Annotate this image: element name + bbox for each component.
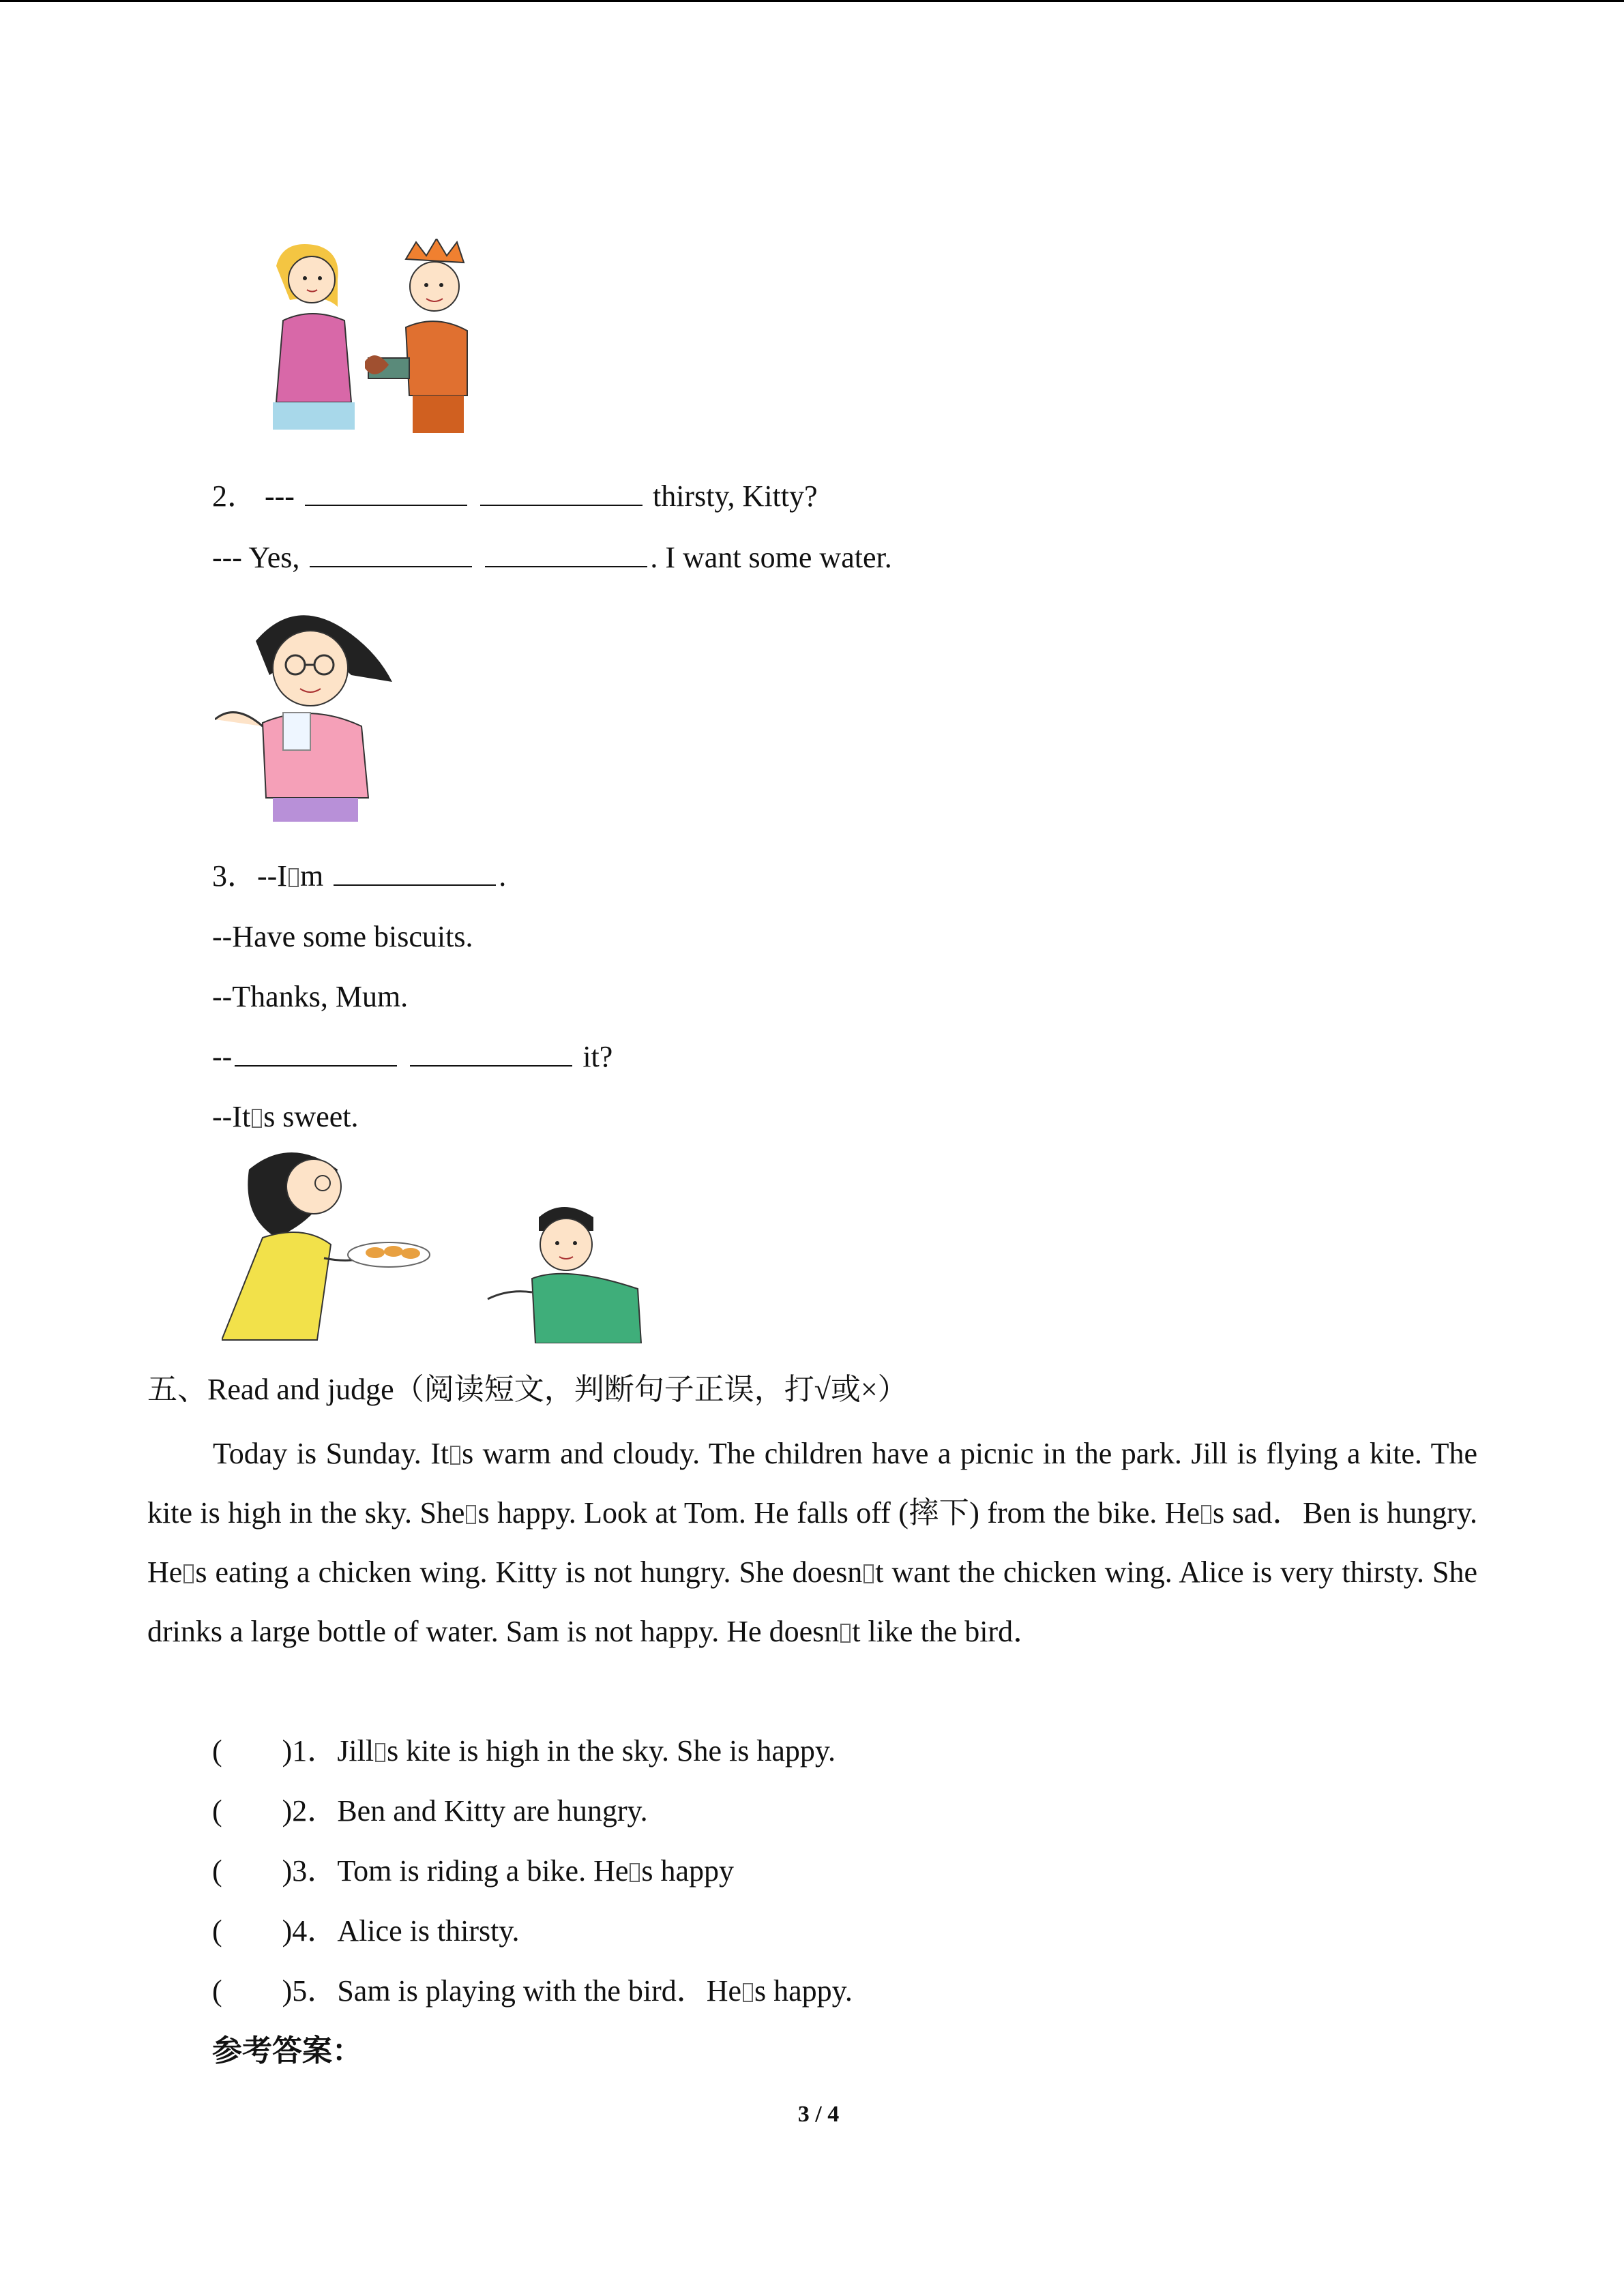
q2-blank-2[interactable]: [480, 477, 643, 506]
q3-blank-3[interactable]: [410, 1038, 572, 1067]
top-border: [0, 0, 1624, 2]
missing-glyph-box: [450, 1446, 460, 1465]
q2-blank-3[interactable]: [310, 539, 472, 567]
q3-line-1: 3．--I m .: [212, 857, 506, 895]
page-number: 3 / 4: [797, 2102, 840, 2127]
judge-item-5[interactable]: ( )5．Sam is playing with the bird．He s happy.: [212, 1974, 853, 2008]
section5-heading: 五、Read and judge（阅读短文，判断句子正误，打√或×）: [147, 1373, 908, 1406]
missing-glyph-box: [840, 1624, 851, 1643]
judge-item-1[interactable]: ( )1．Jill s kite is high in the sky. She is happy.: [212, 1734, 836, 1768]
illustration-girl-and-boy: [263, 239, 508, 443]
missing-glyph-box: [252, 1109, 262, 1128]
judge-item-4[interactable]: ( )4．Alice is thirsty.: [212, 1914, 520, 1948]
judge-item-2[interactable]: ( )2．Ben and Kitty are hungry.: [212, 1794, 648, 1828]
missing-glyph-box: [466, 1505, 476, 1524]
missing-glyph-box: [743, 1983, 753, 2002]
judge-item-3[interactable]: ( )3．Tom is riding a bike. He s happy: [212, 1854, 735, 1888]
illustration-mum-and-boy: [222, 1142, 658, 1343]
missing-glyph-box: [375, 1743, 385, 1762]
q3-line-5: --It s sweet.: [212, 1100, 359, 1133]
illustration-girl-with-water: [215, 600, 413, 825]
reading-passage: Today is Sunday. It s warm and cloudy. The children have a picnic in the park. Jill is flying a kite. The kite is high in the sky. She s happy. Look at Tom. He falls off (摔下) from the bike. He s sad．Ben is hungry. He s eating a chicken wing. Kitty is not hungry. She doesn t want the chicken wing. Alice is very thirsty. She drinks a large bottle of water. Sam is not happy. He doesn t like the bird．: [147, 1437, 1478, 1648]
missing-glyph-box: [289, 868, 299, 887]
q2-answer-line: --- Yes, . I want some water.: [212, 539, 892, 577]
missing-glyph-box: [863, 1564, 874, 1583]
missing-glyph-box: [1201, 1505, 1211, 1524]
q3-blank-1[interactable]: [334, 857, 496, 886]
answers-heading: 参考答案：: [212, 2034, 362, 2068]
missing-glyph-box: [183, 1564, 194, 1583]
missing-glyph-box: [630, 1863, 640, 1882]
q3-blank-2[interactable]: [235, 1038, 397, 1067]
q3-line-2: --Have some biscuits.: [212, 920, 473, 953]
q2-blank-1[interactable]: [305, 477, 467, 506]
q2-question-line: 2． --- thirsty, Kitty?: [212, 477, 818, 516]
q3-line-4: -- it?: [212, 1038, 612, 1076]
q2-blank-4[interactable]: [485, 539, 647, 567]
q3-line-3: --Thanks, Mum.: [212, 980, 409, 1013]
